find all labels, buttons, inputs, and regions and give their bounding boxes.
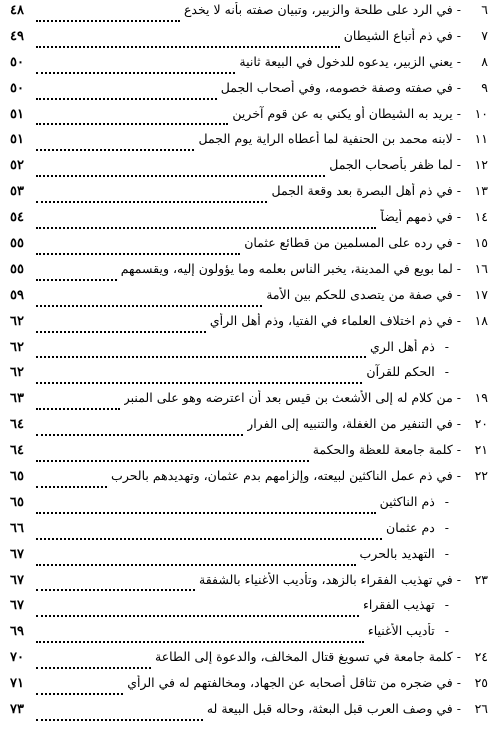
dot-leader: [36, 640, 364, 643]
toc-subentry: [10, 339, 488, 365]
dot-leader: [36, 200, 267, 203]
toc-entry: [10, 390, 488, 416]
toc-subentry: [10, 364, 488, 390]
entry-dash: -: [456, 286, 461, 302]
entry-page-number: ٦٥: [10, 469, 24, 485]
dot-leader: [36, 563, 356, 566]
toc-entry: [10, 468, 488, 494]
entry-title: في ذم أهل البصرة بعد وقعة الجمل: [271, 183, 453, 199]
entry-dash: -: [456, 27, 461, 43]
entry-title: في تهذيب الفقراء بالزهد، وتأديب الأغنياء بالشفقة: [199, 571, 453, 587]
dot-leader: [36, 19, 180, 22]
entry-page-number: ٥١: [10, 106, 24, 122]
entry-page-number: ٧٣: [10, 702, 24, 718]
entry-title: في وصف العرب قبل البعثة، وحاله قبل البيعة له: [206, 701, 453, 717]
dot-leader: [36, 537, 382, 540]
entry-title: في رده على المسلمين من قطائع عثمان: [244, 235, 453, 251]
dot-leader: [36, 355, 366, 358]
entry-title: كلمة جامعة للعظة والحكمة: [312, 442, 453, 458]
entry-title: لابنه محمد بن الحنفية لما أعطاه الراية يوم الجمل: [198, 131, 453, 147]
entry-number: ٢٠: [474, 416, 488, 432]
entry-title: الحكم للقرآن: [366, 364, 435, 380]
entry-dash: -: [456, 235, 461, 251]
entry-dash: -: [456, 157, 461, 173]
toc-entry: [10, 287, 488, 313]
dot-leader: [36, 485, 107, 488]
dot-leader: [36, 122, 228, 125]
entry-dash: -: [444, 493, 449, 509]
entry-number: ٢٥: [474, 675, 488, 691]
entry-title: في ذم اختلاف العلماء في الفتيا، وذم أهل الرأي: [209, 312, 453, 328]
toc-entry: [10, 2, 488, 28]
dot-leader: [36, 226, 376, 229]
entry-page-number: ٥٤: [10, 210, 24, 226]
toc-entry: [10, 235, 488, 261]
entry-page-number: ٦٧: [10, 598, 24, 614]
entry-page-number: ٦٥: [10, 494, 24, 510]
entry-page-number: ٥٢: [10, 158, 24, 174]
entry-dash: -: [456, 260, 461, 276]
entry-number: ١٧: [474, 286, 488, 302]
entry-dash: -: [456, 390, 461, 406]
dot-leader: [36, 97, 217, 100]
entry-dash: -: [444, 623, 449, 639]
toc-entry: [10, 442, 488, 468]
entry-dash: -: [456, 649, 461, 665]
toc-subentry: [10, 623, 488, 649]
entry-number: ١٥: [474, 235, 488, 251]
entry-number: ٧: [481, 27, 488, 43]
dot-leader: [36, 692, 123, 695]
entry-number: ٢٤: [474, 649, 488, 665]
entry-number: ١١: [474, 131, 488, 147]
entry-title: لما ظفر بأصحاب الجمل: [329, 157, 453, 173]
entry-page-number: ٥٩: [10, 287, 24, 303]
entry-title: ذم الناكثين: [379, 493, 435, 509]
entry-dash: -: [456, 468, 461, 484]
entry-title: في ذم عمل الناكثين لبيعته، وإلزامهم بدم عثمان، وتهديدهم بالحرب: [111, 468, 453, 484]
toc-entry: [10, 157, 488, 183]
toc-entry: [10, 649, 488, 675]
entry-dash: -: [456, 131, 461, 147]
entry-page-number: ٥٥: [10, 236, 24, 252]
entry-dash: -: [456, 442, 461, 458]
entry-title: يريد به الشيطان أو يكني به عن قوم آخرين: [232, 105, 453, 121]
entry-title: في التنفير من الغفلة، والتنبيه إلى الفرار: [247, 416, 453, 432]
toc-entry: [10, 28, 488, 54]
entry-dash: -: [456, 183, 461, 199]
entry-title: ذم أهل الري: [370, 338, 435, 354]
entry-title: من كلام له إلى الأشعث بن قيس بعد أن اعترضه وهو على المنبر: [123, 390, 453, 406]
entry-page-number: ٤٩: [10, 28, 24, 44]
dot-leader: [36, 588, 195, 591]
entry-title: دم عثمان: [386, 519, 435, 535]
entry-page-number: ٧١: [10, 676, 24, 692]
entry-number: ١٨: [474, 312, 488, 328]
toc-entry: [10, 572, 488, 598]
toc-entry: [10, 313, 488, 339]
entry-dash: -: [444, 519, 449, 535]
toc-entry: [10, 106, 488, 132]
toc-entry: [10, 209, 488, 235]
dot-leader: [36, 330, 206, 333]
entry-page-number: ٦٢: [10, 313, 24, 329]
dot-leader: [36, 304, 262, 307]
entry-page-number: ٦٤: [10, 417, 24, 433]
dot-leader: [36, 278, 117, 281]
table-of-contents: [10, 2, 488, 727]
entry-page-number: ٦٧: [10, 546, 24, 562]
toc-entry: [10, 80, 488, 106]
entry-dash: -: [456, 312, 461, 328]
entry-page-number: ٥٠: [10, 80, 24, 96]
toc-entry: [10, 131, 488, 157]
toc-entry: [10, 701, 488, 727]
toc-subentry: [10, 546, 488, 572]
entry-page-number: ٥٣: [10, 184, 24, 200]
toc-entry: [10, 54, 488, 80]
entry-number: ٢٢: [474, 468, 488, 484]
entry-page-number: ٧٠: [10, 650, 24, 666]
entry-dash: -: [456, 53, 461, 69]
dot-leader: [36, 381, 362, 384]
toc-subentry: [10, 520, 488, 546]
entry-number: ١٢: [474, 157, 488, 173]
entry-title: يعني الزبير، يدعوه للدخول في البيعة ثانية: [239, 53, 453, 69]
dot-leader: [36, 666, 151, 669]
toc-entry: [10, 183, 488, 209]
entry-number: ١٩: [474, 390, 488, 406]
dot-leader: [36, 459, 309, 462]
entry-page-number: ٦٢: [10, 339, 24, 355]
entry-dash: -: [444, 338, 449, 354]
entry-dash: -: [444, 545, 449, 561]
entry-page-number: ٥١: [10, 132, 24, 148]
dot-leader: [36, 174, 325, 177]
entry-number: ٦: [481, 2, 488, 17]
entry-page-number: ٦٦: [10, 520, 24, 536]
entry-number: ٨: [481, 53, 488, 69]
entry-dash: -: [444, 597, 449, 613]
entry-dash: -: [456, 105, 461, 121]
dot-leader: [36, 718, 203, 721]
entry-title: في صفة من يتصدى للحكم بين الأمة: [266, 286, 453, 302]
entry-number: ١٣: [474, 183, 488, 199]
entry-number: ١٠: [474, 105, 488, 121]
entry-page-number: ٥٠: [10, 54, 24, 70]
entry-title: في الرد على طلحة والزبير، وتبيان صفته بأنه لا يخدع: [183, 2, 453, 17]
entry-dash: -: [456, 675, 461, 691]
dot-leader: [36, 148, 194, 151]
entry-page-number: ٦٧: [10, 572, 24, 588]
entry-dash: -: [456, 416, 461, 432]
entry-number: ٢٦: [474, 701, 488, 717]
entry-title: في صفته وصفة خصومه، وفي أصحاب الجمل: [220, 79, 453, 95]
entry-title: لما بويع في المدينة، يخبر الناس بعلمه وما يؤولون إليه، ويقسمهم: [120, 260, 453, 276]
entry-title: في ضجره من تثاقل أصحابه عن الجهاد، ومخالفتهم له في الرأي: [127, 675, 453, 691]
entry-page-number: ٥٥: [10, 261, 24, 277]
toc-entry: [10, 261, 488, 287]
entry-number: ٩: [481, 79, 488, 95]
entry-title: في ذم أتباع الشيطان: [343, 27, 453, 43]
entry-page-number: ٦٤: [10, 443, 24, 459]
entry-title: تهذيب الفقراء: [363, 597, 435, 613]
entry-dash: -: [456, 2, 461, 17]
entry-number: ١٦: [474, 260, 488, 276]
dot-leader: [36, 252, 240, 255]
entry-number: ٢٣: [474, 571, 488, 587]
dot-leader: [36, 71, 235, 74]
toc-entry: [10, 675, 488, 701]
entry-page-number: ٦٢: [10, 365, 24, 381]
entry-dash: -: [456, 209, 461, 225]
toc-subentry: [10, 597, 488, 623]
dot-leader: [36, 433, 243, 436]
entry-title: كلمة جامعة في تسويغ قتال المخالف، والدعوة إلى الطاعة: [155, 649, 453, 665]
entry-page-number: ٦٩: [10, 624, 24, 640]
dot-leader: [36, 511, 376, 514]
entry-number: ١٤: [474, 209, 488, 225]
entry-page-number: ٦٣: [10, 391, 24, 407]
dot-leader: [36, 45, 340, 48]
toc-subentry: [10, 494, 488, 520]
entry-title: تأديب الأغنياء: [367, 623, 435, 639]
entry-title: في ذمهم أيضاً: [380, 209, 453, 225]
entry-dash: -: [444, 364, 449, 380]
dot-leader: [36, 407, 120, 410]
dot-leader: [36, 614, 359, 617]
toc-entry: [10, 416, 488, 442]
entry-dash: -: [456, 79, 461, 95]
entry-dash: -: [456, 701, 461, 717]
entry-number: ٢١: [474, 442, 488, 458]
entry-page-number: ٤٨: [10, 3, 24, 18]
entry-dash: -: [456, 571, 461, 587]
entry-title: التهديد بالحرب: [359, 545, 435, 561]
